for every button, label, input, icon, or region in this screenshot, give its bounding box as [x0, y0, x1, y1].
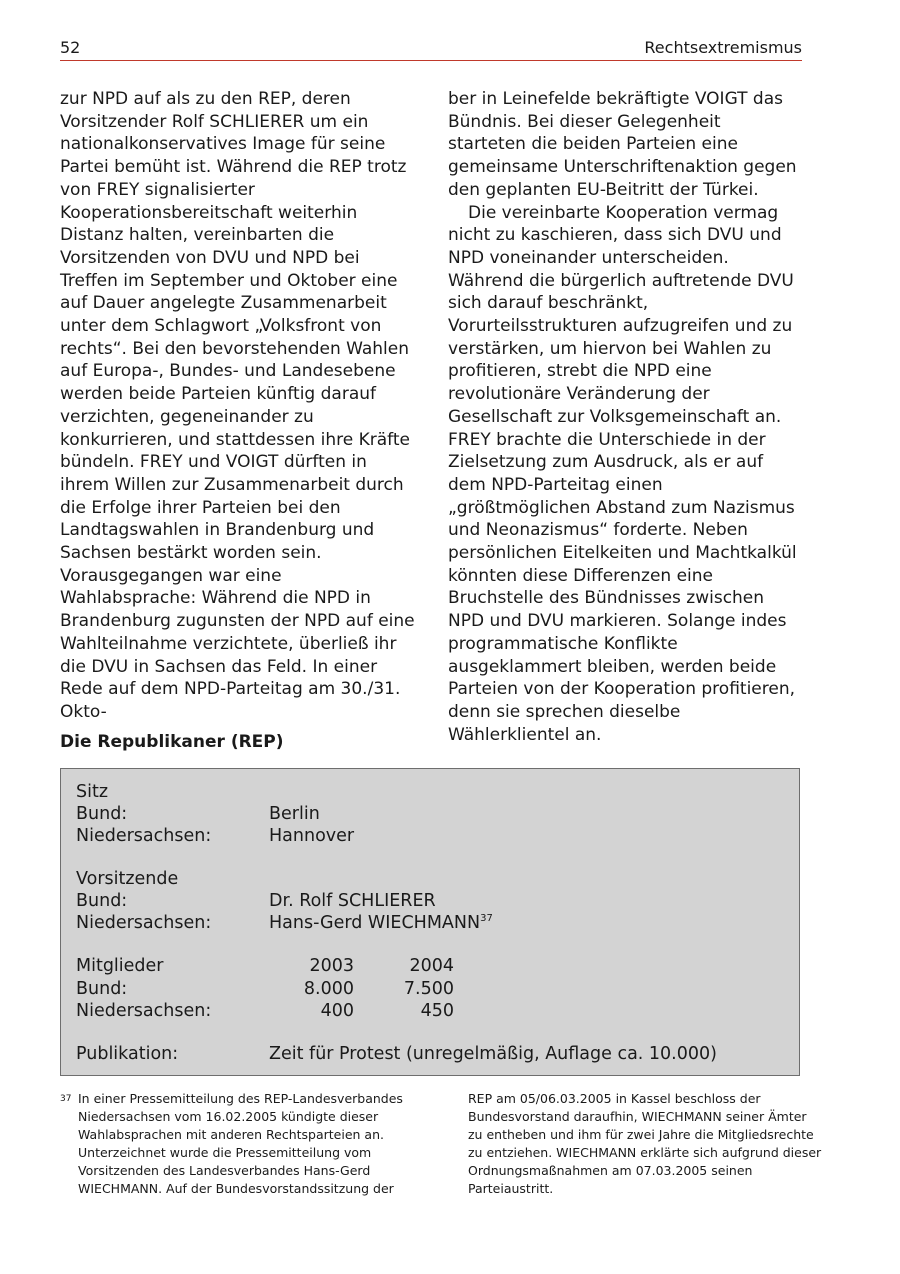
mitglieder-year-2004: 2004: [409, 956, 454, 976]
sitz-nds-label: Niedersachsen:: [76, 826, 212, 846]
vorsitzende-bund-label: Bund:: [76, 891, 128, 911]
sitz-heading: Sitz: [76, 782, 109, 802]
page-number: 52: [60, 38, 81, 57]
footnote-number: 37: [60, 1094, 72, 1104]
body-paragraph: ber in Leinefelde bekräftigte VOIGT das Bündnis. Bei dieser Gelegenheit starteten die beiden Parteien eine gemeinsame Unterschriftenaktion gegen den geplanten EU-Beitritt der Türkei.: [448, 89, 797, 200]
page-header: [60, 38, 802, 61]
sitz-nds-value: Hannover: [269, 826, 355, 846]
party-info-box: [60, 768, 800, 1076]
mitglieder-nds-2004: 450: [420, 1001, 454, 1021]
running-title: Rechtsextremismus: [644, 38, 802, 57]
section-title: Die Republikaner (REP): [60, 732, 284, 752]
footnote-text-right: REP am 05/06.03.2005 in Kassel beschloss der Bundesvorstand daraufhin, WIECHMANN seiner Ämter zu entheben und ihm für zwei Jahre die Mitgliedsrechte zu entziehen. WIECHMANN erklärte sich aufgrund dieser Ordnungsmaßnahmen am 07.03.2005 seinen Parteiaustritt.: [468, 1091, 822, 1197]
sitz-bund-label: Bund:: [76, 804, 128, 824]
mitglieder-year-2003: 2003: [309, 956, 354, 976]
mitglieder-bund-2003: 8.000: [303, 979, 354, 999]
body-paragraph: Die vereinbarte Kooperation vermag nicht zu kaschieren, dass sich DVU und NPD voneinander unterscheiden. Während die bürgerlich auftretende DVU sich darauf beschränkt, Vorurteilsstrukturen aufzugreifen und zu verstärken, um hiervon bei Wahlen zu profitieren, strebt die NPD eine revolutionäre Veränderung der Gesellschaft zur Volksgemeinschaft an. FREY brachte die Unterschiede in der Zielsetzung zum Ausdruck, als er auf dem NPD-Parteitag einen „größtmöglichen Abstand zum Nazismus und Neonazismus“ forderte. Neben persönlichen Eitelkeiten und Machtkalkül könnten diese Differenzen eine Bruchstelle des Bündnisses zwischen NPD und DVU markieren. Solange indes programmatische Konflikte ausgeklammert bleiben, werden beide Parteien von der Kooperation profitieren, denn sie sprechen dieselbe Wählerklientel an.: [448, 202, 797, 745]
publikation-value: Zeit für Protest (unregelmäßig, Auflage ca. 10.000): [269, 1044, 717, 1064]
vorsitzende-nds-name: Hans-Gerd WIECHMANN: [269, 913, 481, 933]
mitglieder-bund-2004: 7.500: [403, 979, 454, 999]
vorsitzende-bund-value: Dr. Rolf SCHLIERER: [269, 891, 436, 911]
mitglieder-nds-label: Niedersachsen:: [76, 1001, 212, 1021]
footnote-right: [468, 1090, 823, 1199]
sitz-bund-value: Berlin: [269, 804, 320, 824]
mitglieder-heading: Mitglieder: [76, 956, 164, 976]
publikation-label: Publikation:: [76, 1044, 179, 1064]
body-paragraph: zur NPD auf als zu den REP, deren Vorsitzender Rolf SCHLIERER um ein nationalkonservatives Image für seine Partei bemüht ist. Während die REP trotz von FREY signalisierter Kooperationsbereitschaft weiterhin Distanz halten, vereinbarten die Vorsitzenden von DVU und NPD bei Treffen im September und Oktober eine auf Dauer angelegte Zusammenarbeit unter dem Schlagwort „Volksfront von rechts“. Bei den bevorstehenden Wahlen auf Europa-, Bundes- und Landesebene werden beide Parteien künftig darauf verzichten, gegeneinander zu konkurrieren, und stattdessen ihre Kräfte bündeln. FREY und VOIGT dürften in ihrem Willen zur Zusammenarbeit durch die Erfolge ihrer Parteien bei den Landtagswahlen in Brandenburg und Sachsen bestärkt worden sein. Vorausgegangen war eine Wahlabsprache: Während die NPD in Brandenburg zugunsten der NPD auf eine Wahlteilnahme verzichtete, überließ ihr die DVU in Sachsen das Feld. In einer Rede auf dem NPD-Parteitag am 30./31. Okto-: [60, 89, 415, 722]
footnote-left: [60, 1090, 420, 1199]
footnote-reference: 37: [480, 913, 493, 925]
mitglieder-nds-2003: 400: [320, 1001, 354, 1021]
vorsitzende-heading: Vorsitzende: [76, 869, 179, 889]
body-column-right: [448, 88, 803, 746]
footnote-text-left: In einer Pressemitteilung des REP-Landesverbandes Niedersachsen vom 16.02.2005 kündigte dieser Wahlabsprachen mit anderen Rechtsparteien an. Unterzeichnet wurde die Pressemitteilung vom Vorsitzenden des Landesverbandes Hans-Gerd WIECHMANN. Auf der Bundesvorstandssitzung der: [78, 1091, 403, 1197]
mitglieder-bund-label: Bund:: [76, 979, 128, 999]
vorsitzende-nds-label: Niedersachsen:: [76, 913, 212, 933]
body-column-left: [60, 88, 415, 724]
vorsitzende-nds-value: [269, 913, 493, 933]
